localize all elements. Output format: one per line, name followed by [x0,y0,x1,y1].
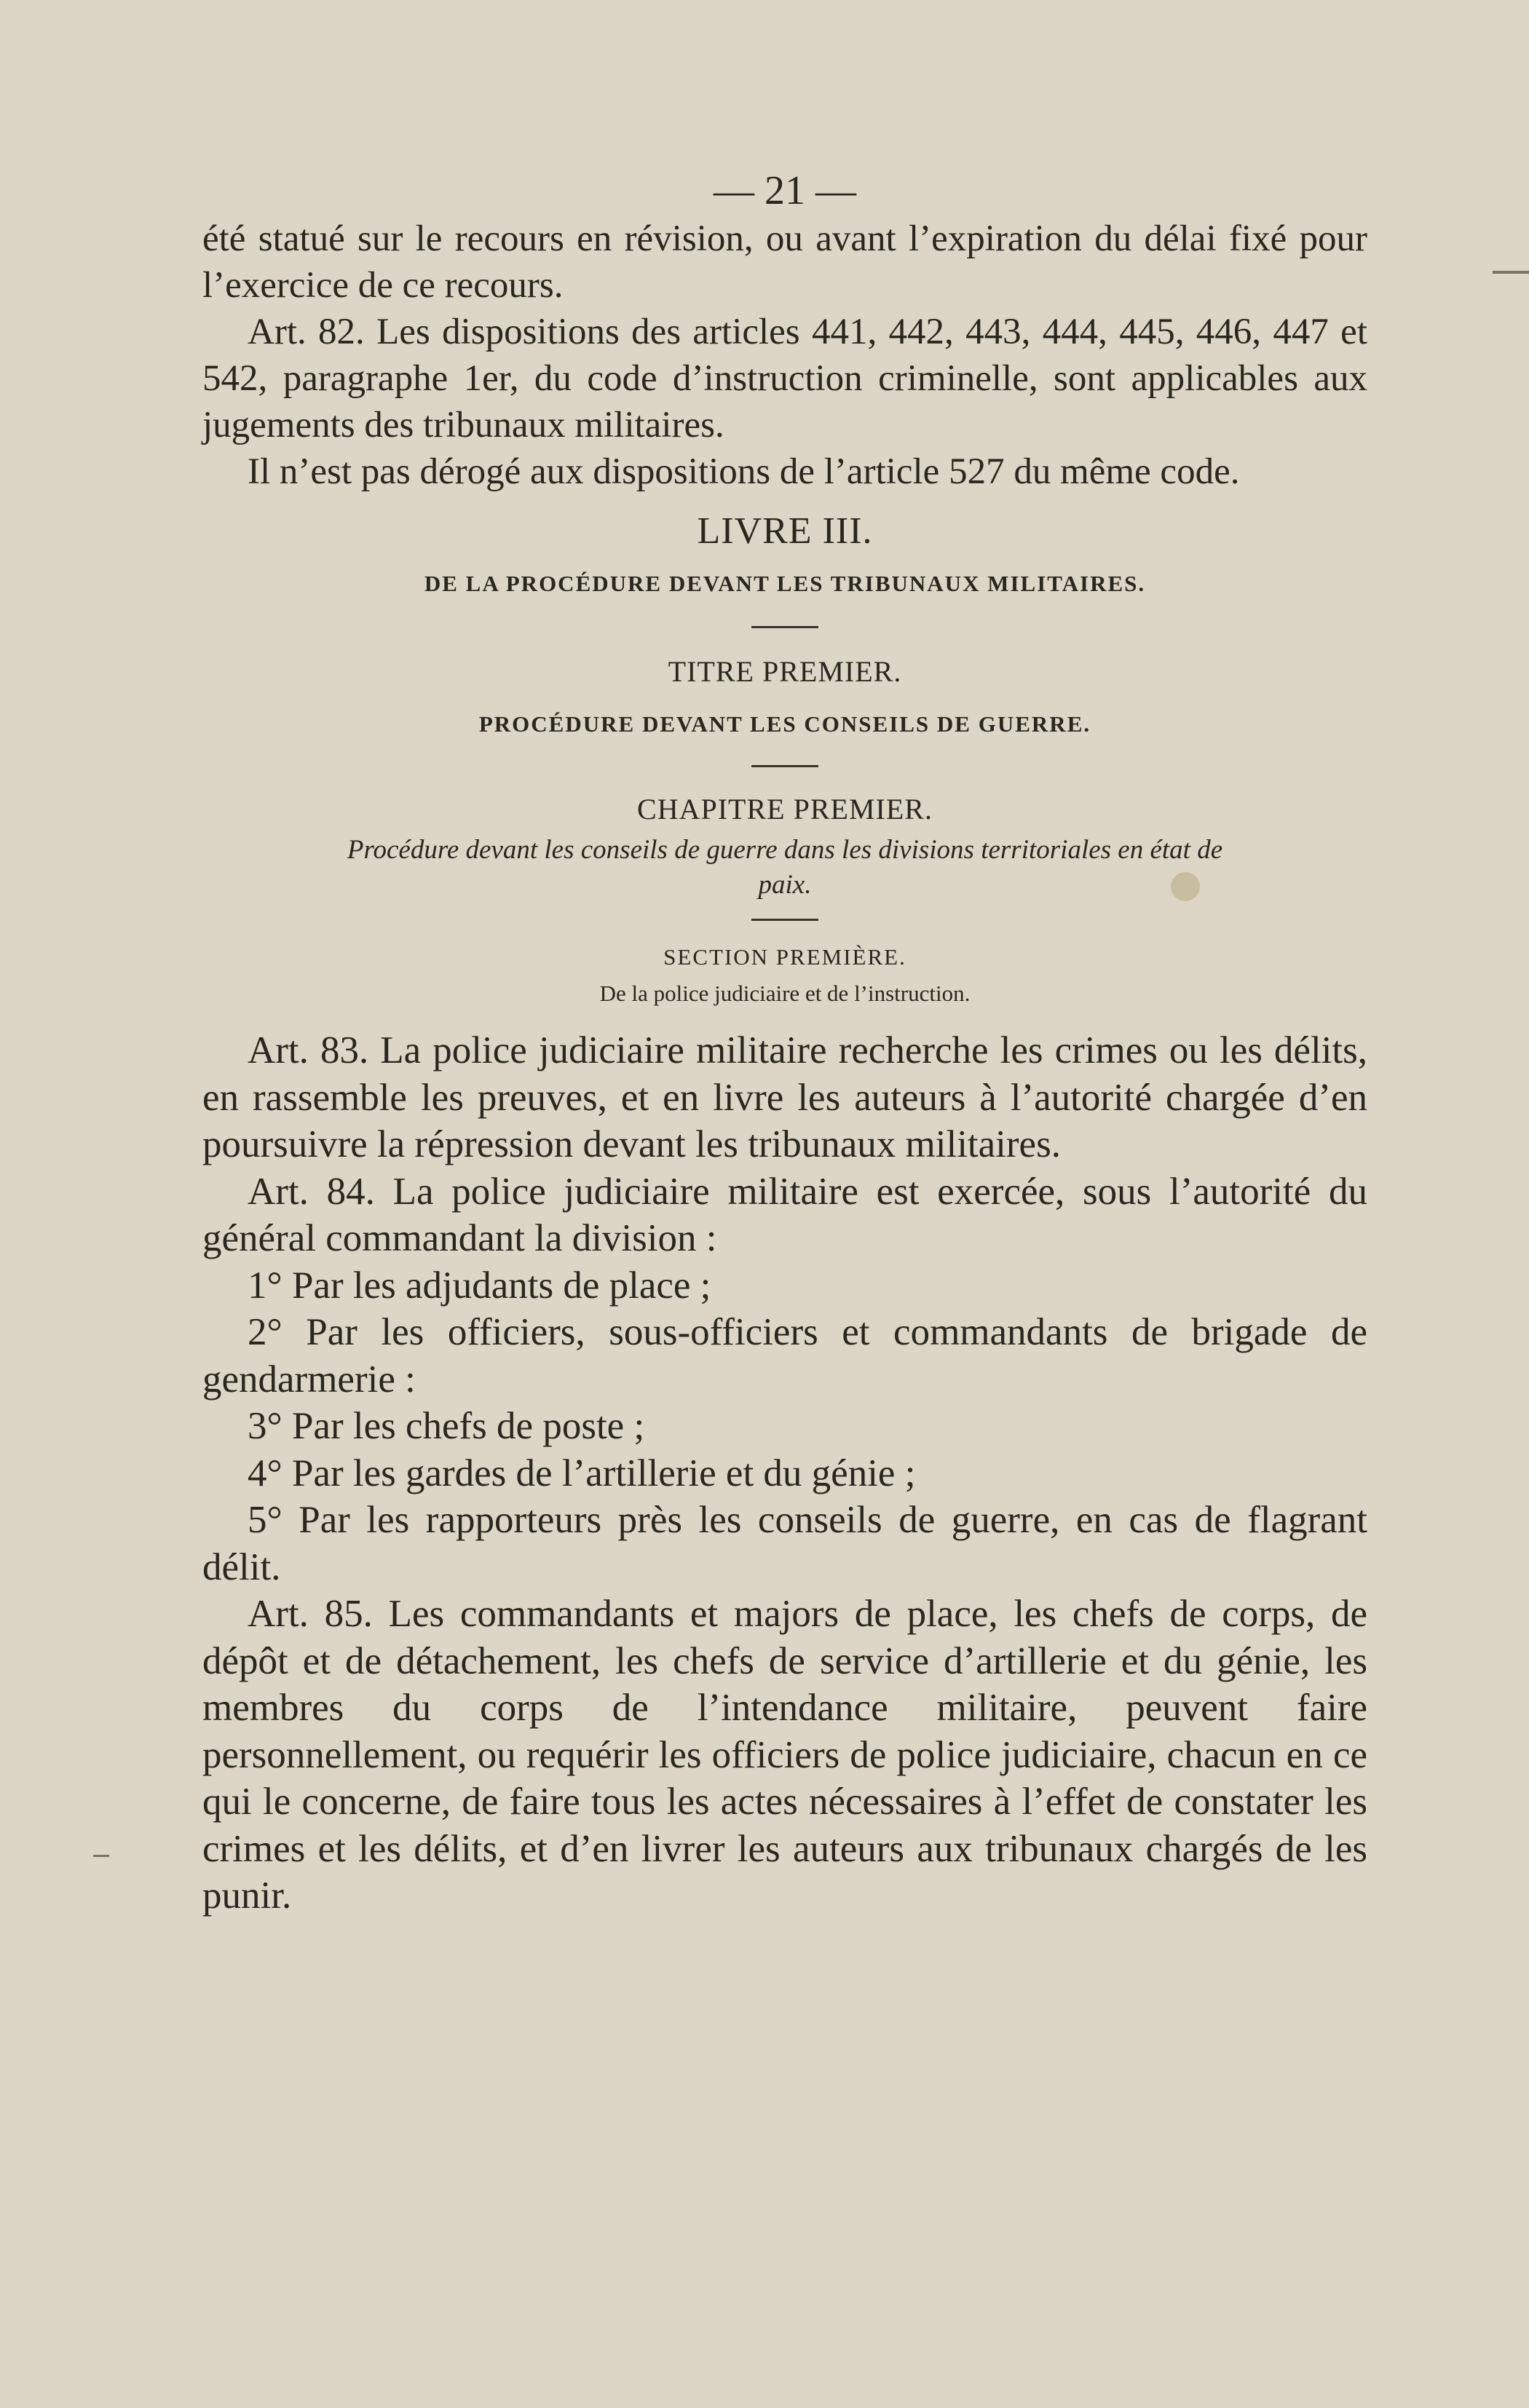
paragraph-art-82-note: Il n’est pas dérogé aux dispositions de l’article 527 du même code. [248,451,1240,492]
paragraph-art-82: Art. 82. Les dispositions des articles 441, 442, 443, 444, 445, 446, 447 et 542, paragraphe 1er, du code d’instruction criminelle, sont applicables aux jugements des tribunaux militaires. [202,312,1367,445]
divider-rule [751,626,818,628]
chapitre-title: CHAPITRE PREMIER. [637,793,933,825]
titre-subtitle: PROCÉDURE DEVANT LES CONSEILS DE GUERRE. [478,711,1091,737]
paragraph-art-83: Art. 83. La police judiciaire militaire recherche les crimes ou les délits, en rassemble les preuves, et en livre les auteurs à l’autorité chargée d’en poursuivre la répression devant les tribunaux militaires. [202,1029,1367,1165]
list-item-3: 3° Par les chefs de poste ; [248,1405,645,1447]
divider-rule [751,765,818,767]
chapitre-subtitle: Procédure devant les conseils de guerre dans les divisions territoriales en état de paix. [347,835,1223,900]
document-page [202,167,1367,1920]
page-edge-mark [1493,271,1529,274]
list-item-1: 1° Par les adjudants de place ; [248,1264,711,1307]
paper-stain [1171,872,1200,901]
divider-rule [751,919,818,921]
paragraph-art-84: Art. 84. La police judiciaire militaire est exercée, sous l’autorité du général commandant la division : [202,1170,1367,1259]
paragraph-art-85: Art. 85. Les commandants et majors de place, les chefs de corps, de dépôt et de détachement, les chefs de service d’artillerie et du génie, les membres du corps de l’intendance militaire, peuvent faire personnellement, ou requérir les officiers de police judiciaire, chacun en ce qui le concerne, de faire tous les actes nécessaires à l’effet de constater les crimes et les délits, et d’en livrer les auteurs aux tribunaux chargés de les punir. [202,1593,1367,1917]
list-item-2: 2° Par les officiers, sous-officiers et commandants de brigade de gendarmerie : [202,1311,1367,1401]
titre-title: TITRE PREMIER. [668,655,902,688]
paragraph-continuation: été statué sur le recours en révision, ou avant l’expiration du délai fixé pour l’exercice de ce recours. [202,218,1367,306]
section-title: SECTION PREMIÈRE. [663,944,906,970]
livre-subtitle: DE LA PROCÉDURE DEVANT LES TRIBUNAUX MILITAIRES. [424,571,1146,596]
list-item-4: 4° Par les gardes de l’artillerie et du génie ; [248,1451,916,1494]
section-subtitle: De la police judiciaire et de l’instruction. [599,981,971,1006]
list-item-5: 5° Par les rapporteurs près les conseils de guerre, en cas de flagrant délit. [202,1499,1367,1588]
page-number: — 21 — [714,168,856,213]
page-edge-mark [93,1855,109,1857]
livre-title: LIVRE III. [697,510,873,552]
